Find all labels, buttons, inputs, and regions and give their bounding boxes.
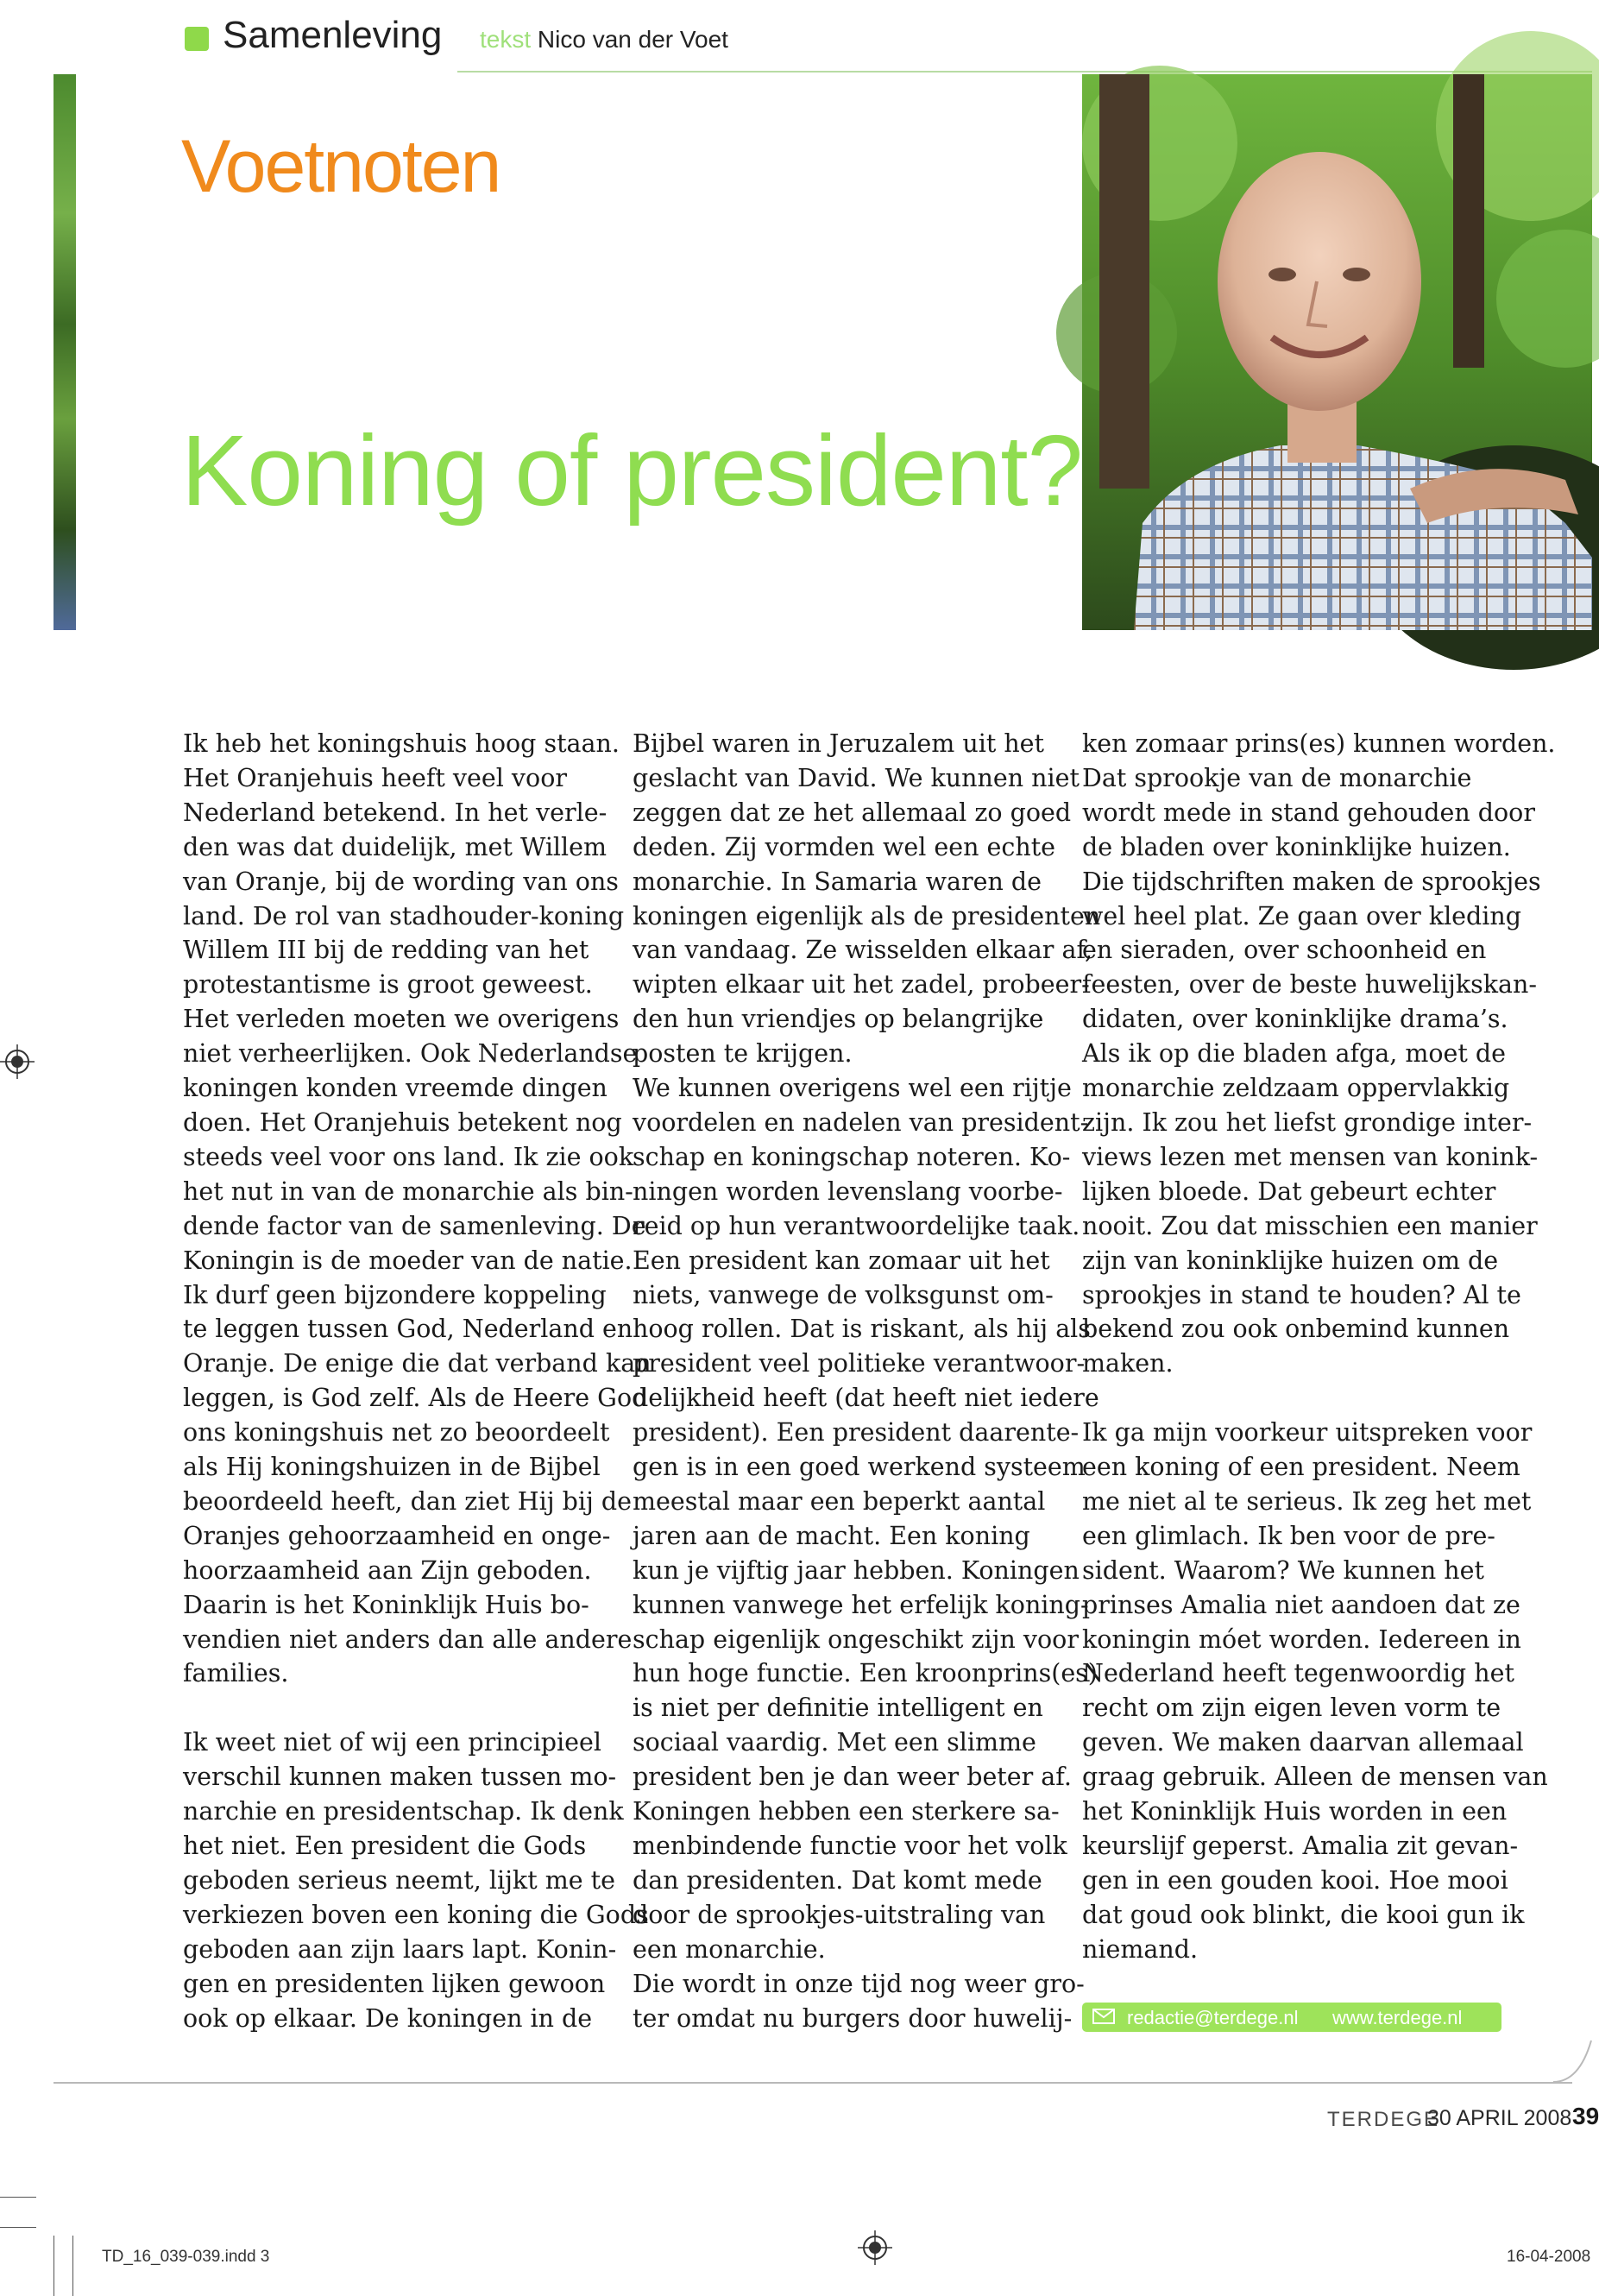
- text-line: niet verheerlijken. Ook Nederlandse: [183, 1039, 638, 1069]
- print-slug-filename: TD_16_039-039.indd 3: [102, 2248, 270, 2266]
- text-line: ook op elkaar. De koningen in de: [183, 2003, 593, 2033]
- text-line: leggen, is God zelf. Als de Heere God: [183, 1384, 648, 1413]
- text-line: ken zomaar prins(es) kunnen worden.: [1082, 729, 1556, 758]
- text-line: posten te krijgen.: [633, 1039, 853, 1069]
- text-line: koningen konden vreemde dingen: [183, 1074, 607, 1103]
- text-line: gen en presidenten lijken gewoon: [183, 1969, 606, 1998]
- text-line: geslacht van David. We kunnen niet: [633, 763, 1080, 792]
- text-line: protestantisme is groot geweest.: [183, 970, 593, 1000]
- text-line: Ik ga mijn voorkeur uitspreken voor: [1082, 1418, 1533, 1448]
- registration-mark-icon: [0, 1044, 35, 1079]
- crop-mark: [0, 2197, 36, 2198]
- text-line: zijn van koninklijke huizen om de: [1082, 1246, 1499, 1275]
- text-line: en sieraden, over schoonheid en: [1082, 936, 1487, 965]
- headline: Koning of president?: [181, 414, 1083, 527]
- text-line: het Koninklijk Huis worden in een: [1082, 1797, 1508, 1826]
- text-line: verkiezen boven een koning die Gods: [183, 1900, 649, 1929]
- text-line: sident. Waarom? We kunnen het: [1082, 1555, 1484, 1585]
- text-line: meestal maar een beperkt aantal: [633, 1486, 1046, 1516]
- text-line: ningen worden levenslang voorbe-: [633, 1176, 1063, 1206]
- text-line: Het verleden moeten we overigens: [183, 1005, 620, 1034]
- text-line: Nederland betekend. In het verle-: [183, 798, 607, 827]
- text-line: een glimlach. Ik ben voor de pre-: [1082, 1521, 1495, 1550]
- text-line: verschil kunnen maken tussen mo-: [183, 1763, 617, 1792]
- article-column-1: [183, 727, 652, 2035]
- text-line: ter omdat nu burgers door huwelij-: [633, 2003, 1073, 2033]
- byline: [480, 26, 728, 54]
- text-line: Dat sprookje van de monarchie: [1082, 763, 1472, 792]
- contact-email-link[interactable]: redactie@terdege.nl: [1127, 2007, 1299, 2028]
- issue-date: 30 APRIL 2008: [1427, 2106, 1572, 2130]
- text-line: niemand.: [1082, 1934, 1199, 1964]
- text-line: reid op hun verantwoordelijke taak.: [633, 1211, 1080, 1240]
- text-line: kunnen vanwege het erfelijk koning-: [633, 1590, 1089, 1619]
- text-line: Ik heb het koningshuis hoog staan.: [183, 729, 620, 758]
- text-line: niets, vanwege de volksgunst om-: [633, 1280, 1054, 1309]
- contact-bar: [1082, 2003, 1501, 2032]
- text-line: is niet per definitie intelligent en: [633, 1694, 1043, 1723]
- text-line: keurslijf geperst. Amalia zit gevan-: [1082, 1831, 1519, 1860]
- footer-rule: [54, 2082, 1572, 2084]
- text-line: maken.: [1082, 1349, 1174, 1378]
- text-line: sociaal vaardig. Met een slimme: [633, 1728, 1036, 1757]
- text-line: steeds veel voor ons land. Ik zie ook: [183, 1142, 634, 1171]
- text-line: voordelen en nadelen van president-: [633, 1107, 1089, 1137]
- text-line: land. De rol van stadhouder-koning: [183, 901, 625, 930]
- text-line: Het Oranjehuis heeft veel voor: [183, 763, 567, 792]
- text-line: We kunnen overigens wel een rijtje: [633, 1074, 1072, 1103]
- byline-label: tekst: [480, 26, 532, 53]
- text-line: de bladen over koninklijke huizen.: [1082, 832, 1511, 861]
- text-line: Die wordt in onze tijd nog weer gro-: [633, 1969, 1085, 1998]
- text-line: beoordeeld heeft, dan ziet Hij bij de: [183, 1486, 633, 1516]
- author-portrait: [1082, 74, 1592, 630]
- text-line: me niet al te serieus. Ik zeg het met: [1082, 1486, 1532, 1516]
- text-line: den was dat duidelijk, met Willem: [183, 832, 607, 861]
- author-name: Nico van der Voet: [537, 26, 728, 53]
- text-line: als Hij koningshuizen in de Bijbel: [183, 1453, 601, 1482]
- text-line: wipten elkaar uit het zadel, probeer-: [633, 970, 1090, 1000]
- text-line: van vandaag. Ze wisselden elkaar af,: [633, 936, 1093, 965]
- text-line: doen. Het Oranjehuis betekent nog: [183, 1107, 622, 1137]
- text-line: Willem III bij de redding van het: [183, 936, 589, 965]
- section-marker-icon: [185, 27, 209, 51]
- text-line: een monarchie.: [633, 1934, 826, 1964]
- text-line: een koning of een president. Neem: [1082, 1453, 1520, 1482]
- text-line: views lezen met mensen van konink-: [1082, 1142, 1539, 1171]
- text-line: menbindende functie voor het volk: [633, 1832, 1067, 1860]
- header-rule: [457, 71, 1592, 73]
- text-line: het niet. Een president die Gods: [183, 1831, 587, 1860]
- crop-mark: [72, 2236, 73, 2296]
- text-line: gen is in een goed werkend systeem: [633, 1453, 1086, 1482]
- text-line: gen in een gouden kooi. Hoe mooi: [1082, 1865, 1508, 1895]
- crop-mark: [0, 2227, 36, 2228]
- text-line: geboden serieus neemt, lijkt me te: [183, 1865, 615, 1895]
- text-line: kun je vijftig jaar hebben. Koningen: [633, 1555, 1080, 1585]
- column-title: Voetnoten: [181, 125, 500, 208]
- text-line: president veel politieke verantwoor-: [633, 1349, 1086, 1378]
- text-line: hun hoge functie. Een kroonprins(es): [633, 1659, 1098, 1688]
- text-line: door de sprookjes-uitstraling van: [633, 1900, 1046, 1929]
- paragraph-gap: [183, 1691, 614, 1725]
- text-line: nooit. Zou dat misschien een manier: [1082, 1211, 1538, 1240]
- text-line: Nederland heeft tegenwoordig het: [1082, 1659, 1514, 1688]
- text-line: monarchie. In Samaria waren de: [633, 867, 1042, 896]
- text-line: wordt mede in stand gehouden door: [1082, 798, 1535, 827]
- text-line: dat goud ook blinkt, die kooi gun ik: [1082, 1900, 1525, 1929]
- footer-corner-curve: [1553, 2041, 1592, 2084]
- text-line: lijken bloede. Dat gebeurt echter: [1082, 1176, 1496, 1206]
- article-column-3: [1082, 727, 1556, 1967]
- text-line: vendien niet anders dan alle andere: [183, 1624, 633, 1654]
- text-line: den hun vriendjes op belangrijke: [633, 1005, 1044, 1034]
- text-line: dan presidenten. Dat komt mede: [633, 1865, 1042, 1895]
- text-line: families.: [183, 1659, 289, 1688]
- page-number: 39: [1572, 2103, 1599, 2129]
- text-line: schap en koningschap noteren. Ko-: [633, 1142, 1071, 1171]
- article-column-2: [633, 727, 1101, 2035]
- text-line: dende factor van de samenleving. De: [183, 1211, 646, 1240]
- text-line: hoorzaamheid aan Zijn geboden.: [183, 1555, 592, 1585]
- print-slug-date: 16-04-2008: [1507, 2248, 1591, 2266]
- text-line: koningin móet worden. Iedereen in: [1082, 1624, 1521, 1654]
- text-line: Ik weet niet of wij een principieel: [183, 1728, 602, 1757]
- registration-mark-icon: [858, 2230, 892, 2265]
- text-line: Koningin is de moeder van de natie.: [183, 1246, 633, 1275]
- text-line: hoog rollen. Dat is riskant, als hij als: [633, 1315, 1091, 1344]
- text-line: graag gebruik. Alleen de mensen van: [1082, 1763, 1548, 1792]
- text-line: Bijbel waren in Jeruzalem uit het: [633, 729, 1044, 758]
- text-line: narchie en presidentschap. Ik denk: [183, 1797, 624, 1826]
- text-line: monarchie zeldzaam oppervlakkig: [1082, 1074, 1510, 1103]
- text-line: recht om zijn eigen leven vorm te: [1082, 1694, 1501, 1723]
- text-line: te leggen tussen God, Nederland en: [183, 1315, 633, 1344]
- envelope-icon: [1092, 2009, 1115, 2024]
- section-name: Samenleving: [223, 14, 443, 56]
- website-link[interactable]: www.terdege.nl: [1332, 2007, 1463, 2028]
- text-line: van Oranje, bij de wording van ons: [183, 867, 619, 896]
- text-line: ons koningshuis net zo beoordeelt: [183, 1418, 610, 1448]
- text-line: Oranjes gehoorzaamheid en onge-: [183, 1521, 611, 1550]
- text-line: Oranje. De enige die dat verband kan: [183, 1349, 652, 1378]
- text-line: bekend zou ook onbemind kunnen: [1082, 1315, 1510, 1344]
- text-line: delijkheid heeft (dat heeft niet iedere: [633, 1384, 1099, 1413]
- text-line: Een president kan zomaar uit het: [633, 1246, 1050, 1275]
- text-line: sprookjes in stand te houden? Al te: [1082, 1280, 1521, 1309]
- text-line: Ik durf geen bijzondere koppeling: [183, 1280, 607, 1309]
- text-line: zijn. Ik zou het liefst grondige inter-: [1082, 1107, 1533, 1137]
- text-line: deden. Zij vormden wel een echte: [633, 832, 1056, 861]
- paragraph-gap: [1082, 1381, 1514, 1416]
- text-line: Koningen hebben een sterkere sa-: [633, 1797, 1060, 1826]
- text-line: schap eigenlijk ongeschikt zijn voor: [633, 1624, 1079, 1654]
- text-line: Daarin is het Koninklijk Huis bo-: [183, 1590, 589, 1619]
- text-line: het nut in van de monarchie als bin-: [183, 1176, 633, 1206]
- text-line: prinses Amalia niet aandoen dat ze: [1082, 1590, 1520, 1619]
- text-line: didaten, over koninklijke drama’s.: [1082, 1005, 1508, 1034]
- text-line: geboden aan zijn laars lapt. Konin-: [183, 1934, 617, 1964]
- text-line: Die tijdschriften maken de sprookjes: [1082, 867, 1541, 896]
- left-photo-strip: [54, 74, 76, 630]
- text-line: president). Een president daarente-: [633, 1418, 1080, 1448]
- text-line: jaren aan de macht. Een koning: [633, 1521, 1030, 1550]
- text-line: koningen eigenlijk als de presidenten: [633, 901, 1101, 930]
- text-line: feesten, over de beste huwelijkskan-: [1082, 970, 1537, 1000]
- text-line: geven. We maken daarvan allemaal: [1082, 1728, 1524, 1757]
- text-line: wel heel plat. Ze gaan over kleding: [1082, 901, 1522, 930]
- text-line: president ben je dan weer beter af.: [633, 1763, 1072, 1792]
- text-line: Als ik op die bladen afga, moet de: [1082, 1039, 1507, 1069]
- publication-name: TERDEGE: [1327, 2108, 1440, 2131]
- text-line: zeggen dat ze het allemaal zo goed: [633, 798, 1072, 827]
